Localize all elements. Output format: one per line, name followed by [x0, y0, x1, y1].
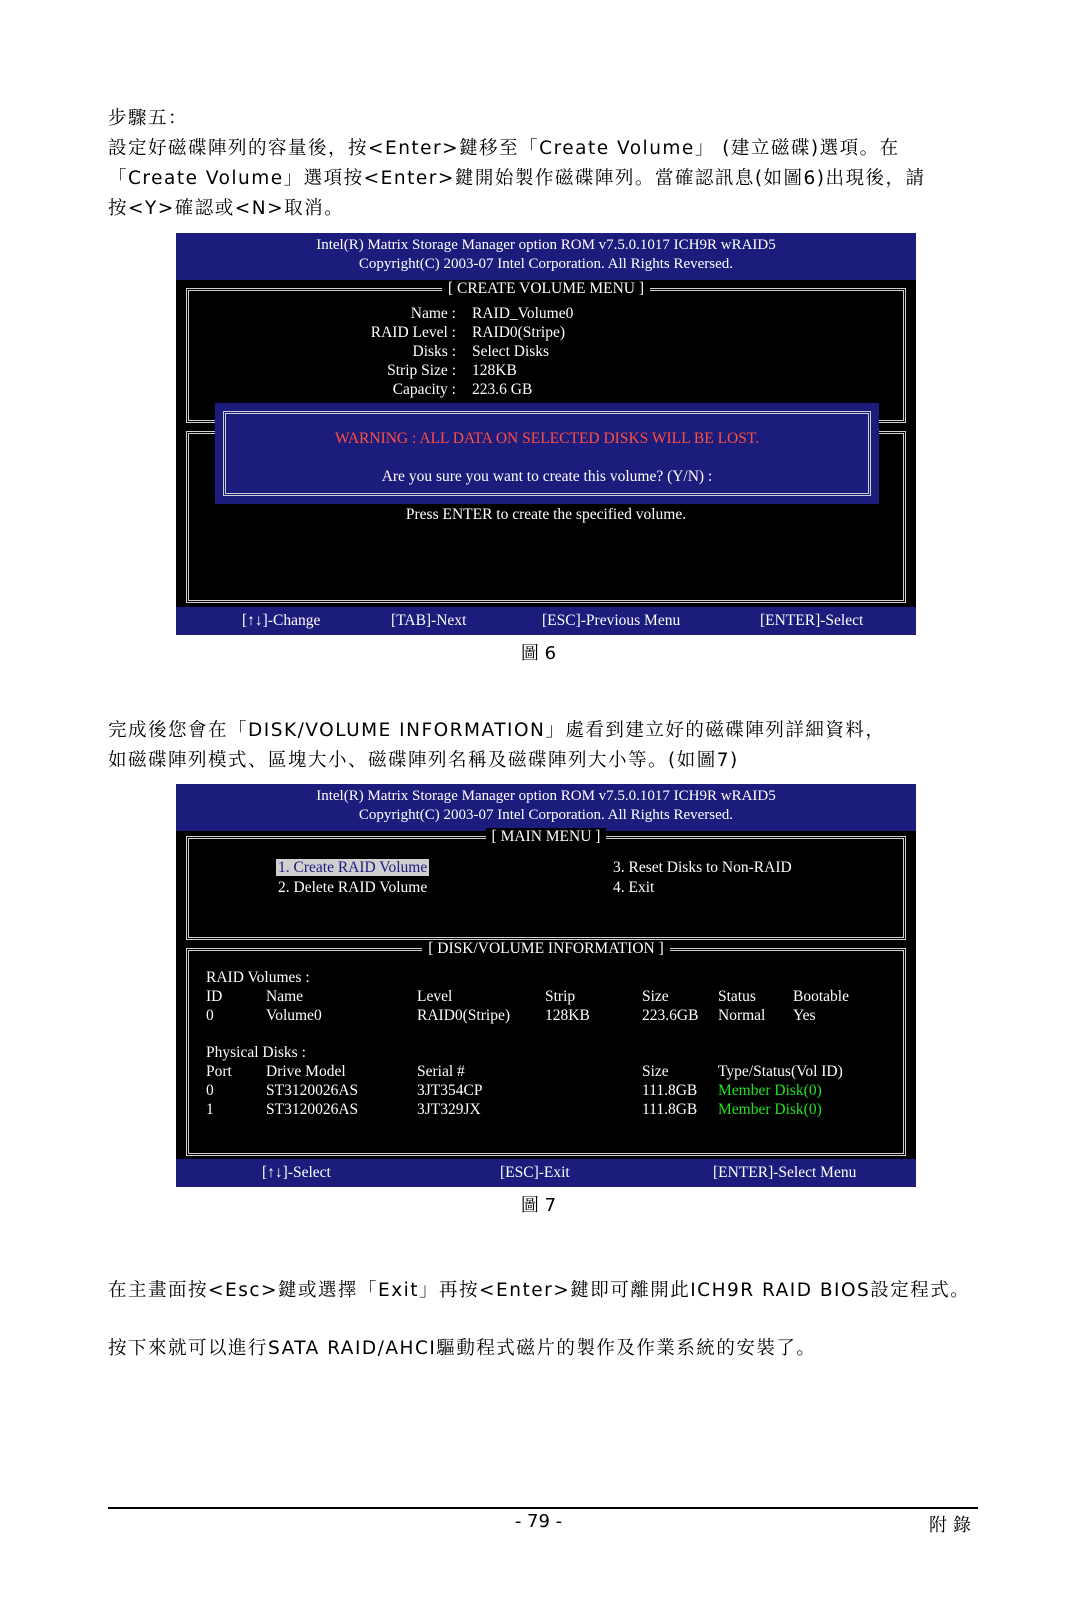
figure-6-caption: 圖 6: [520, 643, 557, 664]
bios-header: [176, 233, 916, 280]
strip-size-field[interactable]: 128KB: [472, 362, 517, 379]
exit-key-hint: [ESC]-Exit: [500, 1164, 570, 1181]
panel-title: [ MAIN MENU ]: [486, 828, 607, 845]
paragraph-line: 「Create Volume」選項按<Enter>鍵開始製作磁碟陣列。當確認訊息(如圖6)出現後，請: [108, 168, 926, 189]
column-header: Bootable: [793, 988, 849, 1005]
field-label: Disks :: [412, 343, 456, 360]
volume-cell: Normal: [718, 1007, 766, 1024]
disk-status: Member Disk(0): [718, 1101, 822, 1118]
next-key-hint: [TAB]-Next: [391, 612, 467, 629]
panel-title: [ CREATE VOLUME MENU ]: [442, 280, 650, 297]
column-header: Level: [417, 988, 453, 1005]
disk-cell: 111.8GB: [642, 1101, 698, 1118]
section-label: 附錄: [929, 1515, 977, 1536]
raid-level-field[interactable]: RAID0(Stripe): [472, 324, 565, 341]
field-label: Name :: [410, 305, 456, 322]
warning-text: WARNING : ALL DATA ON SELECTED DISKS WILL BE LOST.: [334, 430, 760, 447]
menu-item-reset-disks[interactable]: 3. Reset Disks to Non-RAID: [613, 859, 792, 876]
paragraph-line: 按下來就可以進行SATA RAID/AHCI驅動程式磁片的製作及作業系統的安裝了。: [108, 1338, 817, 1359]
confirm-prompt[interactable]: Are you sure you want to create this volume? (Y/N) :: [381, 468, 713, 485]
volume-cell: RAID0(Stripe): [417, 1007, 510, 1024]
column-header: Serial #: [417, 1063, 465, 1080]
column-header: Port: [206, 1063, 232, 1080]
raid-volumes-label: RAID Volumes :: [206, 969, 310, 986]
bios-header: [176, 784, 916, 831]
panel-title: [ DISK/VOLUME INFORMATION ]: [422, 940, 670, 957]
figure-6-bios-screen: [176, 233, 916, 635]
volume-cell: Yes: [793, 1007, 816, 1024]
menu-item-exit[interactable]: 4. Exit: [613, 879, 655, 896]
paragraph-line: 完成後您會在「DISK/VOLUME INFORMATION」處看到建立好的磁碟陣列詳細資料，: [108, 720, 886, 741]
bios-header-copyright: Copyright(C) 2003-07 Intel Corporation. All Rights Reversed.: [358, 256, 734, 272]
previous-menu-key-hint: [ESC]-Previous Menu: [542, 612, 681, 629]
figure-7-caption: 圖 7: [520, 1195, 557, 1216]
footer-rule: [108, 1507, 978, 1509]
disks-field[interactable]: Select Disks: [472, 343, 550, 360]
bios-footer: [176, 1159, 916, 1187]
column-header: Status: [718, 988, 756, 1005]
figure-7-bios-screen: [176, 784, 916, 1187]
select-key-hint: [↑↓]-Select: [262, 1164, 331, 1181]
bios-footer: [176, 607, 916, 635]
disk-cell: 0: [206, 1082, 214, 1099]
column-header: Strip: [545, 988, 576, 1005]
paragraph-line: 如磁碟陣列模式、區塊大小、磁碟陣列名稱及磁碟陣列大小等。(如圖7): [108, 750, 739, 771]
field-label: Capacity :: [392, 381, 456, 398]
disk-cell: 3JT329JX: [417, 1101, 481, 1118]
help-text: Press ENTER to create the specified volume.: [405, 506, 687, 523]
physical-disks-label: Physical Disks :: [206, 1044, 306, 1061]
select-menu-key-hint: [ENTER]-Select Menu: [713, 1164, 857, 1181]
column-header: Drive Model: [266, 1063, 346, 1080]
volume-cell: 0: [206, 1007, 214, 1024]
bios-header-copyright: Copyright(C) 2003-07 Intel Corporation. All Rights Reversed.: [358, 807, 734, 823]
menu-item-create-raid-volume[interactable]: 1. Create RAID Volume: [278, 859, 428, 876]
column-header: Size: [642, 1063, 669, 1080]
paragraph-line: 設定好磁碟陣列的容量後，按<Enter>鍵移至「Create Volume」 (建立磁碟)選項。在: [108, 138, 900, 159]
disk-cell: 1: [206, 1101, 214, 1118]
disk-cell: ST3120026AS: [266, 1082, 359, 1099]
capacity-field[interactable]: 223.6 GB: [472, 381, 533, 398]
field-label: RAID Level :: [370, 324, 456, 341]
disk-cell: ST3120026AS: [266, 1101, 359, 1118]
paragraph-line: 在主畫面按<Esc>鍵或選擇「Exit」再按<Enter>鍵即可離開此ICH9R RAID BIOS設定程式。: [108, 1280, 971, 1301]
column-header: Type/Status(Vol ID): [718, 1063, 843, 1080]
page-number: - 79 -: [514, 1511, 563, 1532]
bios-header-title: Intel(R) Matrix Storage Manager option ROM v7.5.0.1017 ICH9R wRAID5: [316, 788, 776, 804]
volume-name-field[interactable]: RAID_Volume0: [472, 305, 574, 322]
paragraph-line: 按<Y>確認或<N>取消。: [108, 198, 345, 219]
step-title: 步驟五：: [108, 108, 189, 129]
volume-cell: Volume0: [266, 1007, 322, 1024]
select-key-hint: [ENTER]-Select: [760, 612, 864, 629]
field-label: Strip Size :: [387, 362, 456, 379]
disk-cell: 111.8GB: [642, 1082, 698, 1099]
column-header: Size: [642, 988, 669, 1005]
column-header: ID: [206, 988, 223, 1005]
column-header: Name: [266, 988, 304, 1005]
disk-cell: 3JT354CP: [417, 1082, 483, 1099]
volume-cell: 223.6GB: [642, 1007, 699, 1024]
change-key-hint: [↑↓]-Change: [242, 612, 321, 629]
disk-status: Member Disk(0): [718, 1082, 822, 1099]
volume-cell: 128KB: [545, 1007, 590, 1024]
confirm-dialog: [215, 403, 879, 504]
menu-item-delete-raid-volume[interactable]: 2. Delete RAID Volume: [278, 879, 428, 896]
bios-header-title: Intel(R) Matrix Storage Manager option ROM v7.5.0.1017 ICH9R wRAID5: [316, 237, 776, 253]
